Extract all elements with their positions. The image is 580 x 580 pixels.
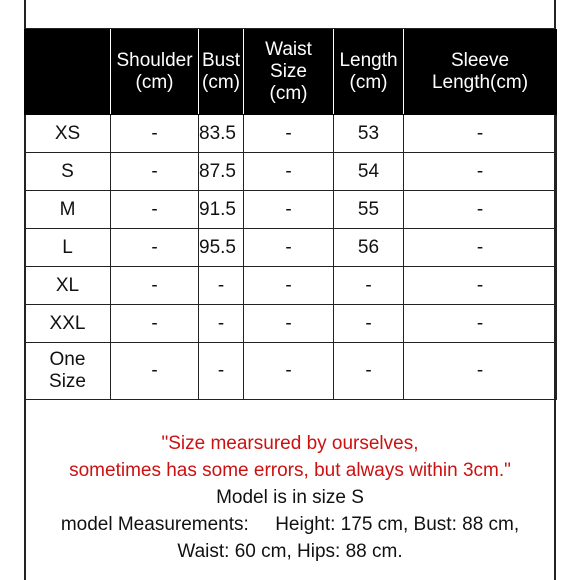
size-label-cell — [25, 229, 111, 267]
header-bust-line: (cm) — [202, 72, 240, 93]
cell-length: - — [334, 343, 404, 400]
table-row — [25, 191, 557, 229]
cell-bust: 95.5 — [199, 229, 244, 267]
size-label-cell — [25, 267, 111, 305]
table-row — [25, 343, 557, 400]
column-header-waist — [244, 30, 334, 115]
cell-shoulder: - — [111, 153, 199, 191]
cell-bust: 83.5 — [199, 115, 244, 153]
cell-length: 54 — [334, 153, 404, 191]
cell-bust: - — [199, 305, 244, 343]
cell-waist: - — [244, 267, 334, 305]
column-header-size — [25, 30, 111, 115]
table-row — [25, 305, 557, 343]
cell-sleeve: - — [404, 305, 557, 343]
notes-section — [24, 430, 556, 565]
cell-shoulder: - — [111, 229, 199, 267]
size-label: L — [62, 236, 73, 258]
cell-shoulder: - — [111, 191, 199, 229]
cell-bust: 87.5 — [199, 153, 244, 191]
header-waist-line: (cm) — [269, 83, 308, 104]
measurements-values: Height: 175 cm, Bust: 88 cm, — [275, 514, 520, 535]
cell-bust: - — [199, 267, 244, 305]
table-row — [25, 153, 557, 191]
column-header-shoulder — [111, 30, 199, 115]
model-measurements-line-2: Waist: 60 cm, Hips: 88 cm. — [177, 541, 403, 562]
top-border — [24, 0, 556, 30]
model-size-note: Model is in size S — [216, 487, 364, 508]
header-length-line: (cm) — [349, 72, 388, 93]
cell-shoulder: - — [111, 343, 199, 400]
cell-sleeve: - — [404, 115, 557, 153]
size-label: Size — [49, 371, 86, 392]
column-header-bust — [199, 30, 244, 115]
size-label: XS — [54, 122, 81, 144]
cell-waist: - — [244, 229, 334, 267]
table-header-row — [25, 30, 557, 115]
cell-sleeve: - — [404, 343, 557, 400]
size-chart-table — [24, 29, 557, 400]
cell-sleeve: - — [404, 191, 557, 229]
size-label-cell — [25, 153, 111, 191]
cell-waist: - — [244, 305, 334, 343]
header-waist-line: Waist — [265, 39, 312, 60]
size-label: S — [61, 160, 74, 182]
column-header-sleeve — [404, 30, 557, 115]
measurements-label: model Measurements: — [60, 514, 249, 535]
size-label: XL — [55, 274, 80, 296]
cell-shoulder: - — [111, 267, 199, 305]
header-length-line: Length — [339, 50, 398, 71]
cell-shoulder: - — [111, 305, 199, 343]
header-shoulder-line: (cm) — [135, 72, 174, 93]
size-label: One — [49, 349, 86, 370]
table-row — [25, 267, 557, 305]
cell-bust: - — [199, 343, 244, 400]
table-row — [25, 229, 557, 267]
cell-sleeve: - — [404, 267, 557, 305]
cell-waist: - — [244, 115, 334, 153]
disclaimer-line-1: "Size mearsured by ourselves, — [161, 433, 419, 454]
table-body — [25, 115, 557, 400]
cell-bust: 91.5 — [199, 191, 244, 229]
header-shoulder-line: Shoulder — [116, 50, 193, 71]
header-waist-line: Size — [270, 61, 307, 82]
cell-length: - — [334, 267, 404, 305]
cell-waist: - — [244, 343, 334, 400]
model-measurements-line-1 — [24, 511, 556, 538]
cell-sleeve: - — [404, 153, 557, 191]
size-label-cell — [25, 343, 111, 400]
size-label: M — [59, 198, 76, 220]
header-bust-line: Bust — [201, 50, 241, 71]
size-label-cell — [25, 191, 111, 229]
size-label-cell — [25, 305, 111, 343]
cell-length: - — [334, 305, 404, 343]
column-header-length — [334, 30, 404, 115]
size-label-cell — [25, 115, 111, 153]
header-sleeve-line: Length(cm) — [431, 72, 529, 93]
cell-length: 53 — [334, 115, 404, 153]
cell-sleeve: - — [404, 229, 557, 267]
cell-shoulder: - — [111, 115, 199, 153]
table-row — [25, 115, 557, 153]
cell-waist: - — [244, 191, 334, 229]
header-sleeve-line: Sleeve — [450, 50, 510, 71]
disclaimer-line-2: sometimes has some errors, but always within 3cm." — [69, 460, 511, 481]
size-label: XXL — [49, 312, 86, 334]
cell-length: 56 — [334, 229, 404, 267]
cell-length: 55 — [334, 191, 404, 229]
cell-waist: - — [244, 153, 334, 191]
